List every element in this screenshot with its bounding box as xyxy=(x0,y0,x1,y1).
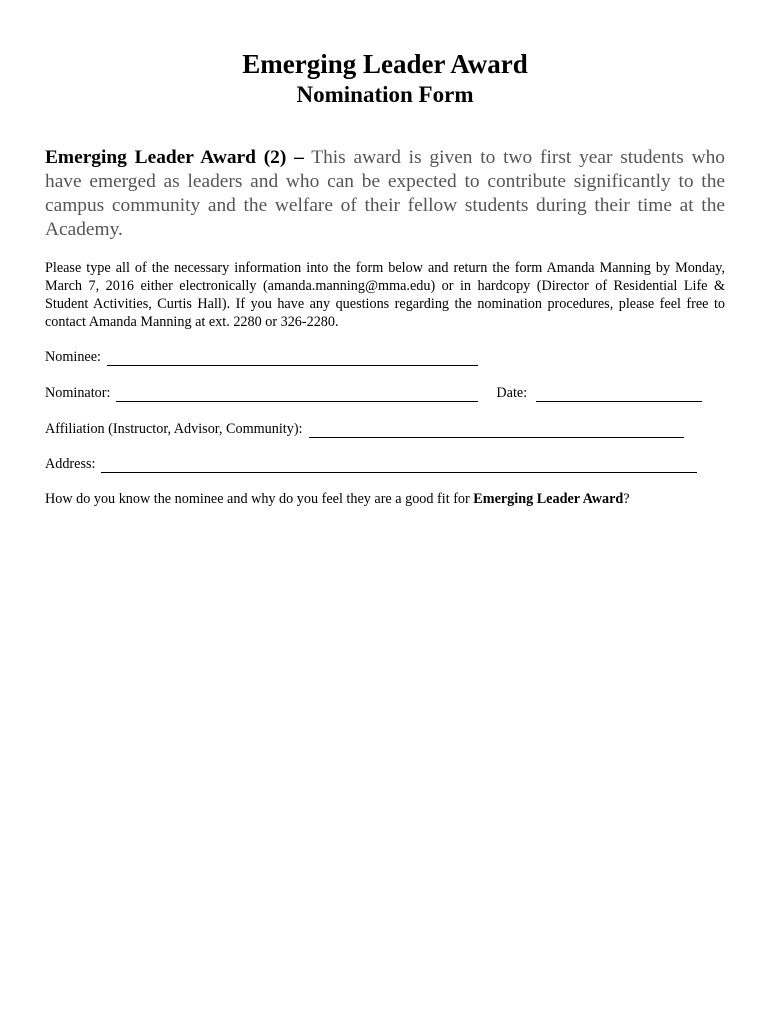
question-end: ? xyxy=(623,491,630,507)
address-label: Address: xyxy=(45,456,96,472)
affiliation-input-line[interactable] xyxy=(309,423,684,438)
nominator-input-line[interactable] xyxy=(116,387,478,402)
address-field xyxy=(45,455,697,473)
nominee-field xyxy=(45,348,478,366)
nominator-label: Nominator: xyxy=(45,385,111,401)
date-label: Date: xyxy=(496,385,528,401)
address-input-line[interactable] xyxy=(101,458,697,473)
award-description-text: This award is given to two first year students who have emerged as leaders and who can be expected to contribute significantly to the campus community and the welfare of their fellow students during their time at the Academy. xyxy=(45,147,725,240)
affiliation-field xyxy=(45,420,684,438)
question-award-name: Emerging Leader Award xyxy=(473,491,624,507)
document-title: Emerging Leader Award xyxy=(242,49,528,79)
date-input-line[interactable] xyxy=(536,387,702,402)
award-description xyxy=(45,146,725,242)
nominator-field xyxy=(45,384,702,402)
nominee-label: Nominee: xyxy=(45,349,101,365)
question-text: How do you know the nominee and why do you feel they are a good fit for xyxy=(45,491,474,507)
affiliation-label: Affiliation (Instructor, Advisor, Community): xyxy=(45,421,303,437)
nominee-input-line[interactable] xyxy=(107,351,478,366)
nomination-question xyxy=(45,490,725,508)
award-description-lead: Emerging Leader Award (2) – xyxy=(45,147,304,168)
submission-instructions: Please type all of the necessary information into the form below and return the form Amanda Manning by Monday, March 7, 2016 either electronically (amanda.manning@mma.edu) or in hardcopy (Director of Residential Life & Student Activities, Curtis Hall). If you have any questions regarding the nomination procedures, please feel free to contact Amanda Manning at ext. 2280 or 326-2280. xyxy=(45,260,725,330)
document-subtitle: Nomination Form xyxy=(296,82,474,107)
